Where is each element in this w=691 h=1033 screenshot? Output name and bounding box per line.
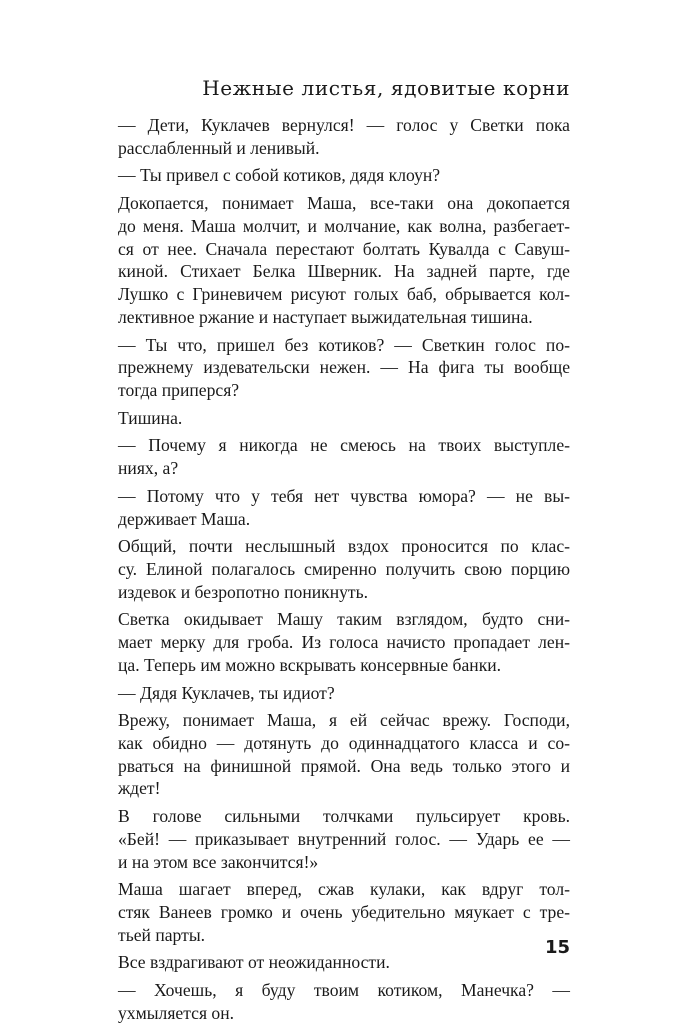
text-line: ся от нее. Сначала перестают болтать Кувалда с Савуш- <box>118 238 570 259</box>
text-line: Маша шагает вперед, сжав кулаки, как вдруг тол- <box>118 879 570 900</box>
text-line: издевок и безропотно поникнуть. <box>118 581 369 602</box>
text-line: Лушко с Гриневичем рисуют голых баб, обрывается кол- <box>118 284 570 305</box>
paragraph <box>118 608 570 681</box>
text-line: Общий, почти неслышный вздох проносится по клас- <box>118 536 570 557</box>
paragraph <box>118 434 570 484</box>
text-line: Светка окидывает Машу таким взглядом, будто сни- <box>118 609 570 630</box>
text-line: ждет! <box>118 778 161 799</box>
text-line: лективное ржание и наступает выжидательная тишина. <box>118 306 533 327</box>
text-line: Докопается, понимает Маша, все-таки она докопается <box>118 192 570 213</box>
text-line: — Потому что у тебя нет чувства юмора? — не вы- <box>118 485 570 506</box>
text-line: — Дети, Куклачев вернулся! — голос у Светки пока <box>118 115 570 135</box>
text-line: рваться на финишной прямой. Она ведь только этого и <box>118 755 570 776</box>
paragraph <box>118 979 570 1029</box>
text-line: ухмыляется он. <box>118 1002 235 1023</box>
text-line: мает мерку для гроба. Из голоса начисто пропадает лен- <box>118 632 570 653</box>
text-line: как обидно — дотянуть до одиннадцатого класса и со- <box>118 732 570 753</box>
paragraph <box>118 951 570 979</box>
text-line: — Почему я никогда не смеюсь на твоих выступле- <box>118 435 570 456</box>
text-line: расслабленный и ленивый. <box>118 137 320 158</box>
paragraph <box>118 334 570 407</box>
paragraph <box>118 192 570 334</box>
text-line: держивает Маша. <box>118 508 251 529</box>
paragraph <box>118 878 570 951</box>
text-line: Тишина. <box>118 407 183 428</box>
text-line: тогда приперся? <box>118 380 240 401</box>
text-line: тьей парты. <box>118 924 206 945</box>
paragraph <box>118 535 570 608</box>
paragraph <box>118 682 570 710</box>
page-number: 15 <box>544 937 570 958</box>
paragraph <box>118 407 570 435</box>
running-head: Нежные листья, ядовитые корни <box>202 76 570 100</box>
text-line: стяк Ванеев громко и очень убедительно мяукает с тре- <box>118 902 570 923</box>
text-line: Врежу, понимает Маша, я ей сейчас врежу. Господи, <box>118 710 570 731</box>
text-line: киной. Стихает Белка Шверник. На задней парте, где <box>118 261 570 282</box>
text-line: Все вздрагивают от неожиданности. <box>118 952 390 973</box>
text-line: — Дядя Куклачев, ты идиот? <box>118 682 335 703</box>
text-line: и на этом все закончится!» <box>118 851 319 872</box>
text-line: до меня. Маша молчит, и молчание, как волна, разбегает- <box>118 215 570 236</box>
text-line: ца. Теперь им можно вскрывать консервные банки. <box>118 654 502 675</box>
paragraph <box>118 114 570 164</box>
text-line: — Хочешь, я буду твоим котиком, Манечка? — <box>118 980 570 1001</box>
paragraph <box>118 805 570 878</box>
paragraph <box>118 485 570 535</box>
text-line: — Ты привел с собой котиков, дядя клоун? <box>118 165 441 186</box>
text-line: ниях, а? <box>118 458 179 479</box>
paragraph <box>118 164 570 192</box>
text-line: — Ты что, пришел без котиков? — Светкин голос по- <box>118 334 570 355</box>
body-text <box>118 114 570 1029</box>
text-line: «Бей! — приказывает внутренний голос. — Ударь ее — <box>118 828 570 849</box>
text-line: су. Елиной полагалось смиренно получить свою порцию <box>118 558 570 579</box>
paragraph <box>118 709 570 805</box>
text-line: прежнему издевательски нежен. — На фига ты вообще <box>118 357 570 378</box>
text-line: В голове сильными толчками пульсирует кровь. <box>118 806 570 827</box>
